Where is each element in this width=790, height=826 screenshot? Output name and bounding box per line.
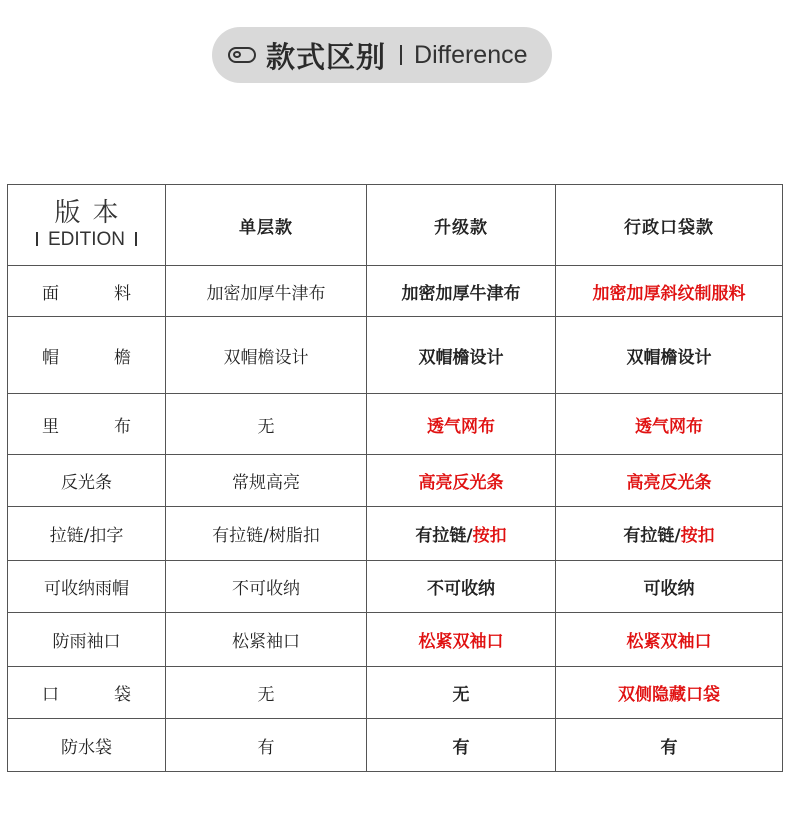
toggle-icon bbox=[228, 47, 256, 63]
table-cell: 常规高亮 bbox=[166, 455, 367, 507]
row-label: 防水袋 bbox=[8, 719, 166, 772]
edition-label-cn: 版本 bbox=[54, 198, 131, 229]
table-cell: 无 bbox=[166, 667, 367, 719]
row-label: 防雨袖口 bbox=[8, 613, 166, 667]
header-title-cn: 款式区别 bbox=[266, 39, 387, 74]
table-cell: 双帽檐设计 bbox=[367, 317, 556, 394]
table-cell: 加密加厚斜纹制服料 bbox=[556, 266, 783, 317]
table-cell: 无 bbox=[367, 667, 556, 719]
table-row bbox=[8, 719, 783, 772]
table-cell: 加密加厚牛津布 bbox=[166, 266, 367, 317]
column-title-executive: 行政口袋款 bbox=[556, 185, 783, 266]
table-cell: 透气网布 bbox=[367, 394, 556, 455]
table-header-row bbox=[8, 185, 783, 266]
row-label: 口 袋 bbox=[8, 667, 166, 719]
table-row bbox=[8, 507, 783, 561]
table-cell: 有拉链/按扣 bbox=[556, 507, 783, 561]
row-label: 可收纳雨帽 bbox=[8, 561, 166, 613]
table-cell: 双帽檐设计 bbox=[166, 317, 367, 394]
table-cell: 有 bbox=[556, 719, 783, 772]
edition-label-en: EDITION bbox=[8, 229, 165, 251]
table-cell: 有 bbox=[367, 719, 556, 772]
table-cell: 双帽檐设计 bbox=[556, 317, 783, 394]
table-cell: 有拉链/按扣 bbox=[367, 507, 556, 561]
row-label: 里 布 bbox=[8, 394, 166, 455]
table-cell: 透气网布 bbox=[556, 394, 783, 455]
table-row bbox=[8, 394, 783, 455]
row-label: 反光条 bbox=[8, 455, 166, 507]
comparison-table bbox=[7, 184, 783, 772]
table-row bbox=[8, 455, 783, 507]
table-cell: 高亮反光条 bbox=[556, 455, 783, 507]
table-cell: 松紧双袖口 bbox=[367, 613, 556, 667]
header-divider bbox=[400, 45, 402, 65]
table-cell: 加密加厚牛津布 bbox=[367, 266, 556, 317]
row-label: 拉链/扣字 bbox=[8, 507, 166, 561]
table-cell: 高亮反光条 bbox=[367, 455, 556, 507]
edition-cell bbox=[8, 185, 166, 266]
table-row bbox=[8, 266, 783, 317]
table-cell: 有拉链/树脂扣 bbox=[166, 507, 367, 561]
table-cell: 无 bbox=[166, 394, 367, 455]
table-cell: 双侧隐藏口袋 bbox=[556, 667, 783, 719]
table-cell: 不可收纳 bbox=[166, 561, 367, 613]
table-cell: 松紧双袖口 bbox=[556, 613, 783, 667]
table-cell: 不可收纳 bbox=[367, 561, 556, 613]
table-row bbox=[8, 561, 783, 613]
table-cell: 松紧袖口 bbox=[166, 613, 367, 667]
table-row bbox=[8, 613, 783, 667]
row-label: 帽 檐 bbox=[8, 317, 166, 394]
header-title-en: Difference bbox=[414, 40, 528, 69]
row-label: 面 料 bbox=[8, 266, 166, 317]
column-title-upgrade: 升级款 bbox=[367, 185, 556, 266]
table-row bbox=[8, 667, 783, 719]
table-cell: 有 bbox=[166, 719, 367, 772]
section-header bbox=[212, 27, 552, 83]
table-row bbox=[8, 317, 783, 394]
table-cell: 可收纳 bbox=[556, 561, 783, 613]
column-title-single: 单层款 bbox=[166, 185, 367, 266]
